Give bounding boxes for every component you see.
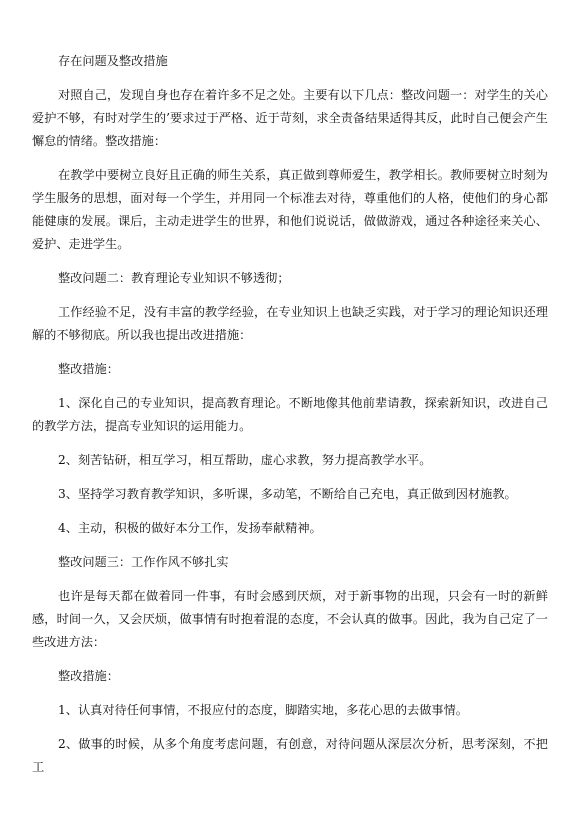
- list-item: 3、坚持学习教育教学知识，多听课，多动笔，不断给自己充电，真正做到因材施教。: [58, 487, 517, 501]
- heading-measures-two: 整改措施：: [58, 362, 119, 376]
- paragraph-problem-one: 对照自己，发现自身也存在着许多不足之处。主要有以下几点：整改问题一：对学生的关心爱护不够，有时对学生的’要求过于严格、近于苛刻，求全责备结果适得其反，此时自己便会产生懈怠的情绪。整改措施：: [32, 88, 548, 148]
- document-body: [32, 50, 548, 779]
- list-item: 1、认真对待任何事情，不报应付的态度，脚踏实地，多花心思的去做事情。: [58, 703, 468, 717]
- heading-measures-three: 整改措施：: [58, 669, 119, 683]
- list-item: 2、刻苦钻研，相互学习，相互帮助，虚心求教，努力提高教学水平。: [58, 453, 432, 467]
- list-item: 4、主动，积极的做好本分工作，发扬奉献精神。: [58, 521, 322, 535]
- heading-problem-three: 整改问题三：工作作风不够扎实: [58, 555, 229, 569]
- heading-problem-two: 整改问题二：教育理论专业知识不够透彻；: [58, 271, 290, 285]
- paragraph-measure-one: 在教学中要树立良好且正确的师生关系，真正做到尊师爱生，教学相长。教师要树立时刻为学生服务的思想，面对每一个学生，并用同一个标准去对待，尊重他们的人格，使他们的身心都能健康的发展。课后，主动走进学生的世界，和他们说说话，做做游戏，通过各种途径来关心、爱护、走进学生。: [32, 168, 548, 251]
- list-item: 2、做事的时候，从多个角度考虑问题，有创意，对待问题从深层次分析，思考深刻，不把工: [32, 737, 548, 774]
- paragraph-problem-two: 工作经验不足，没有丰富的教学经验，在专业知识上也缺乏实践，对于学习的理论知识还理解的不够彻底。所以我也提出改进措施：: [32, 305, 548, 342]
- paragraph-problem-three: 也许是每天都在做着同一件事，有时会感到厌烦，对于新事物的出现，只会有一时的新鲜感，时间一久，又会厌烦，做事情有时抱着混的态度，不会认真的做事。因此，我为自己定了一些改进方法：: [32, 589, 548, 649]
- list-item: 1、深化自己的专业知识，提高教育理论。不断地像其他前辈请教，探索新知识，改进自己的教学方法，提高专业知识的运用能力。: [32, 396, 548, 433]
- section-heading: 存在问题及整改措施: [58, 54, 168, 68]
